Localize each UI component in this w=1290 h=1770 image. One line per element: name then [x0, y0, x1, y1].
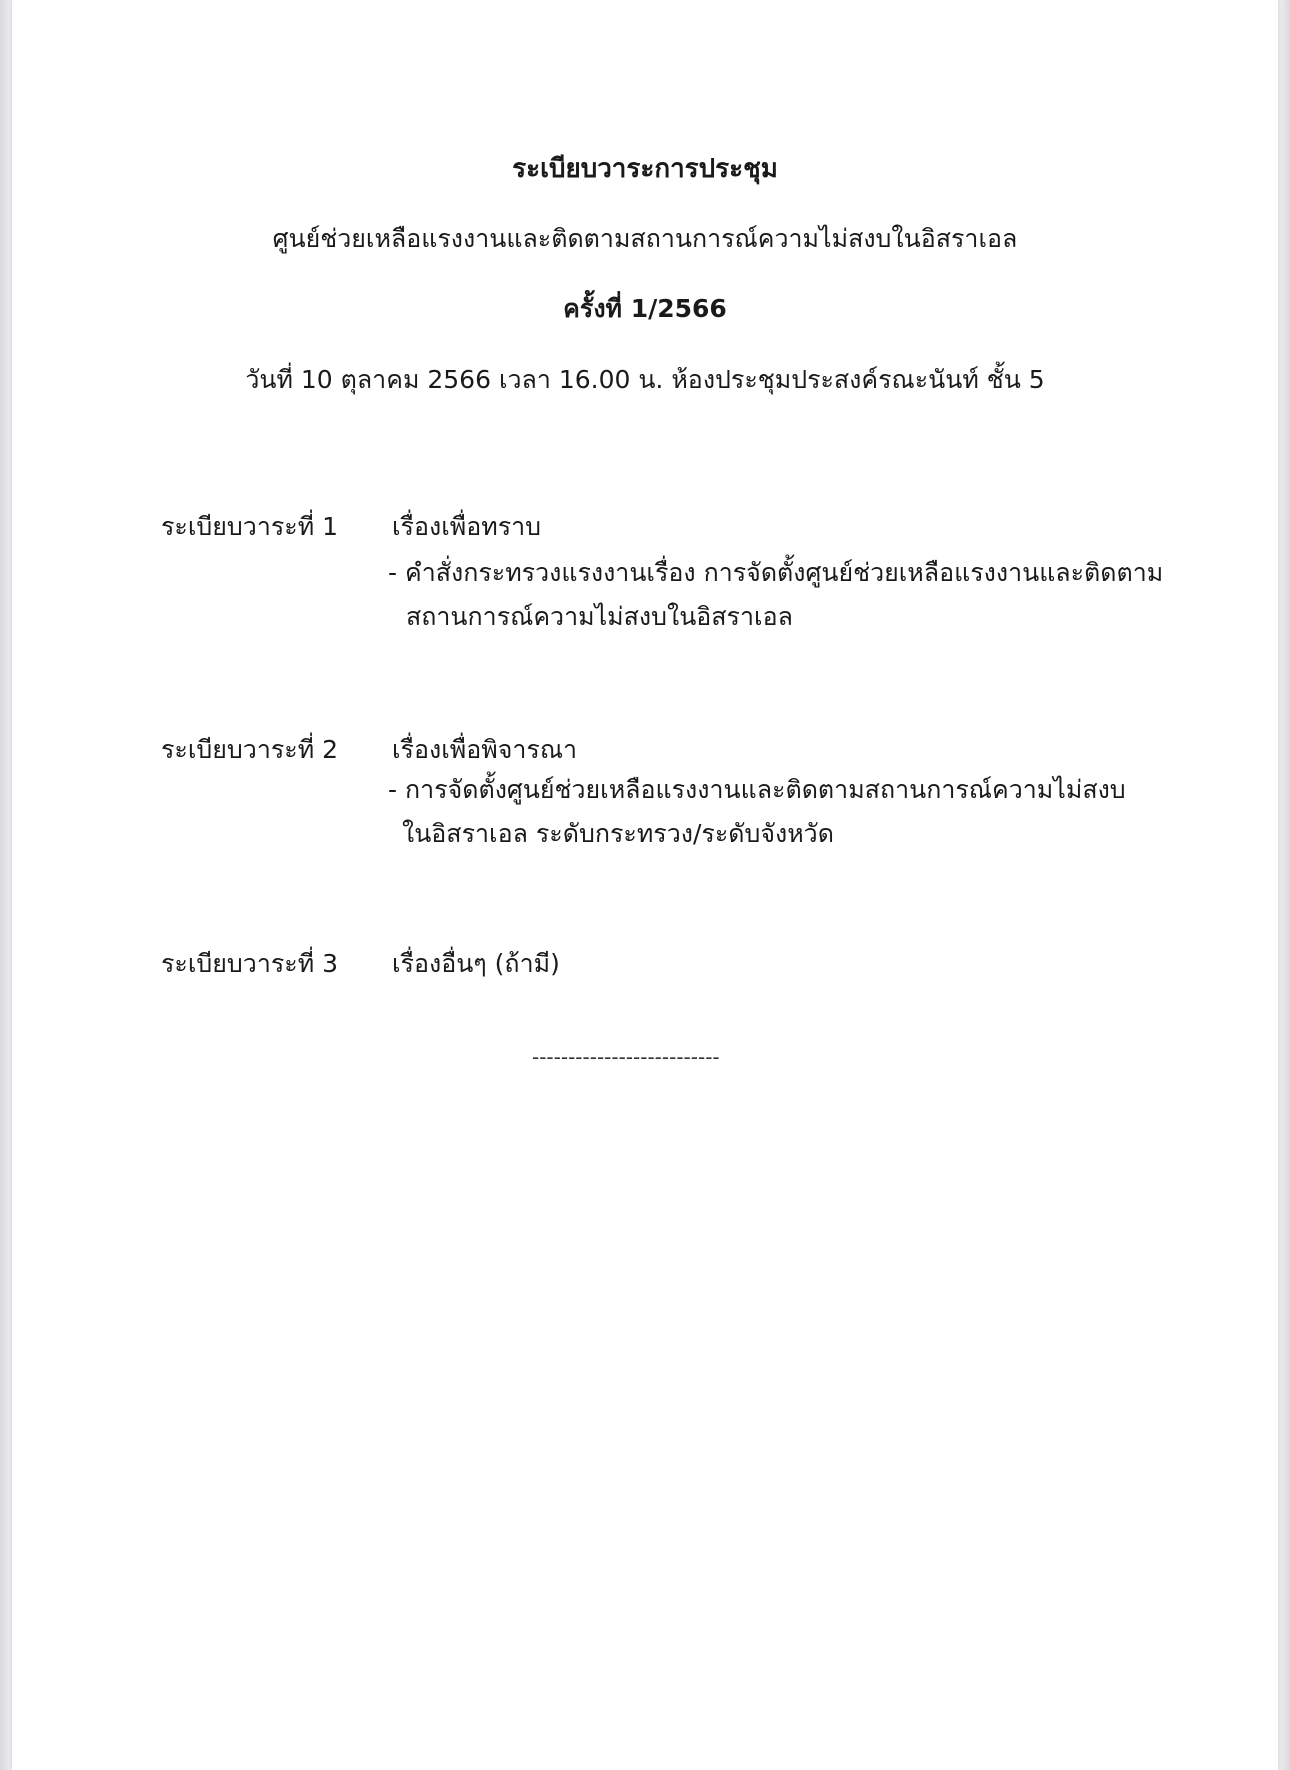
meeting-info: วันที่ 10 ตุลาคม 2566 เวลา 16.00 น. ห้องประชุมประสงค์รณะนันท์ ชั้น 5 — [245, 365, 1045, 394]
agenda-2-detail-line1: - การจัดตั้งศูนย์ช่วยเหลือแรงงานและติดตามสถานการณ์ความไม่สงบ — [388, 775, 1126, 804]
agenda-3-label: ระเบียบวาระที่ 3 — [161, 949, 339, 978]
agenda-1-detail-line1: - คำสั่งกระทรวงแรงงานเรื่อง การจัดตั้งศูนย์ช่วยเหลือแรงงานและติดตาม — [388, 558, 1164, 587]
agenda-2-topic: เรื่องเพื่อพิจารณา — [392, 735, 578, 764]
document-subtitle: ศูนย์ช่วยเหลือแรงงานและติดตามสถานการณ์ความไม่สงบในอิสราเอล — [272, 224, 1018, 253]
agenda-1-detail-line2: สถานการณ์ความไม่สงบในอิสราเอล — [406, 602, 793, 631]
agenda-2-detail-line2: ในอิสราเอล ระดับกระทรวง/ระดับจังหวัด — [402, 819, 834, 848]
agenda-1-topic: เรื่องเพื่อทราบ — [392, 512, 542, 541]
agenda-1-detail — [388, 551, 1163, 639]
document-title: ระเบียบวาระการประชุม — [512, 154, 778, 184]
agenda-3-topic: เรื่องอื่นๆ (ถ้ามี) — [392, 949, 560, 978]
end-marker: -------------------------- — [532, 1045, 720, 1069]
agenda-2-detail — [388, 768, 1126, 856]
document-page — [12, 0, 1278, 1770]
agenda-1-label: ระเบียบวาระที่ 1 — [161, 512, 339, 541]
agenda-2-label: ระเบียบวาระที่ 2 — [161, 735, 339, 764]
meeting-session: ครั้งที่ 1/2566 — [563, 294, 727, 323]
